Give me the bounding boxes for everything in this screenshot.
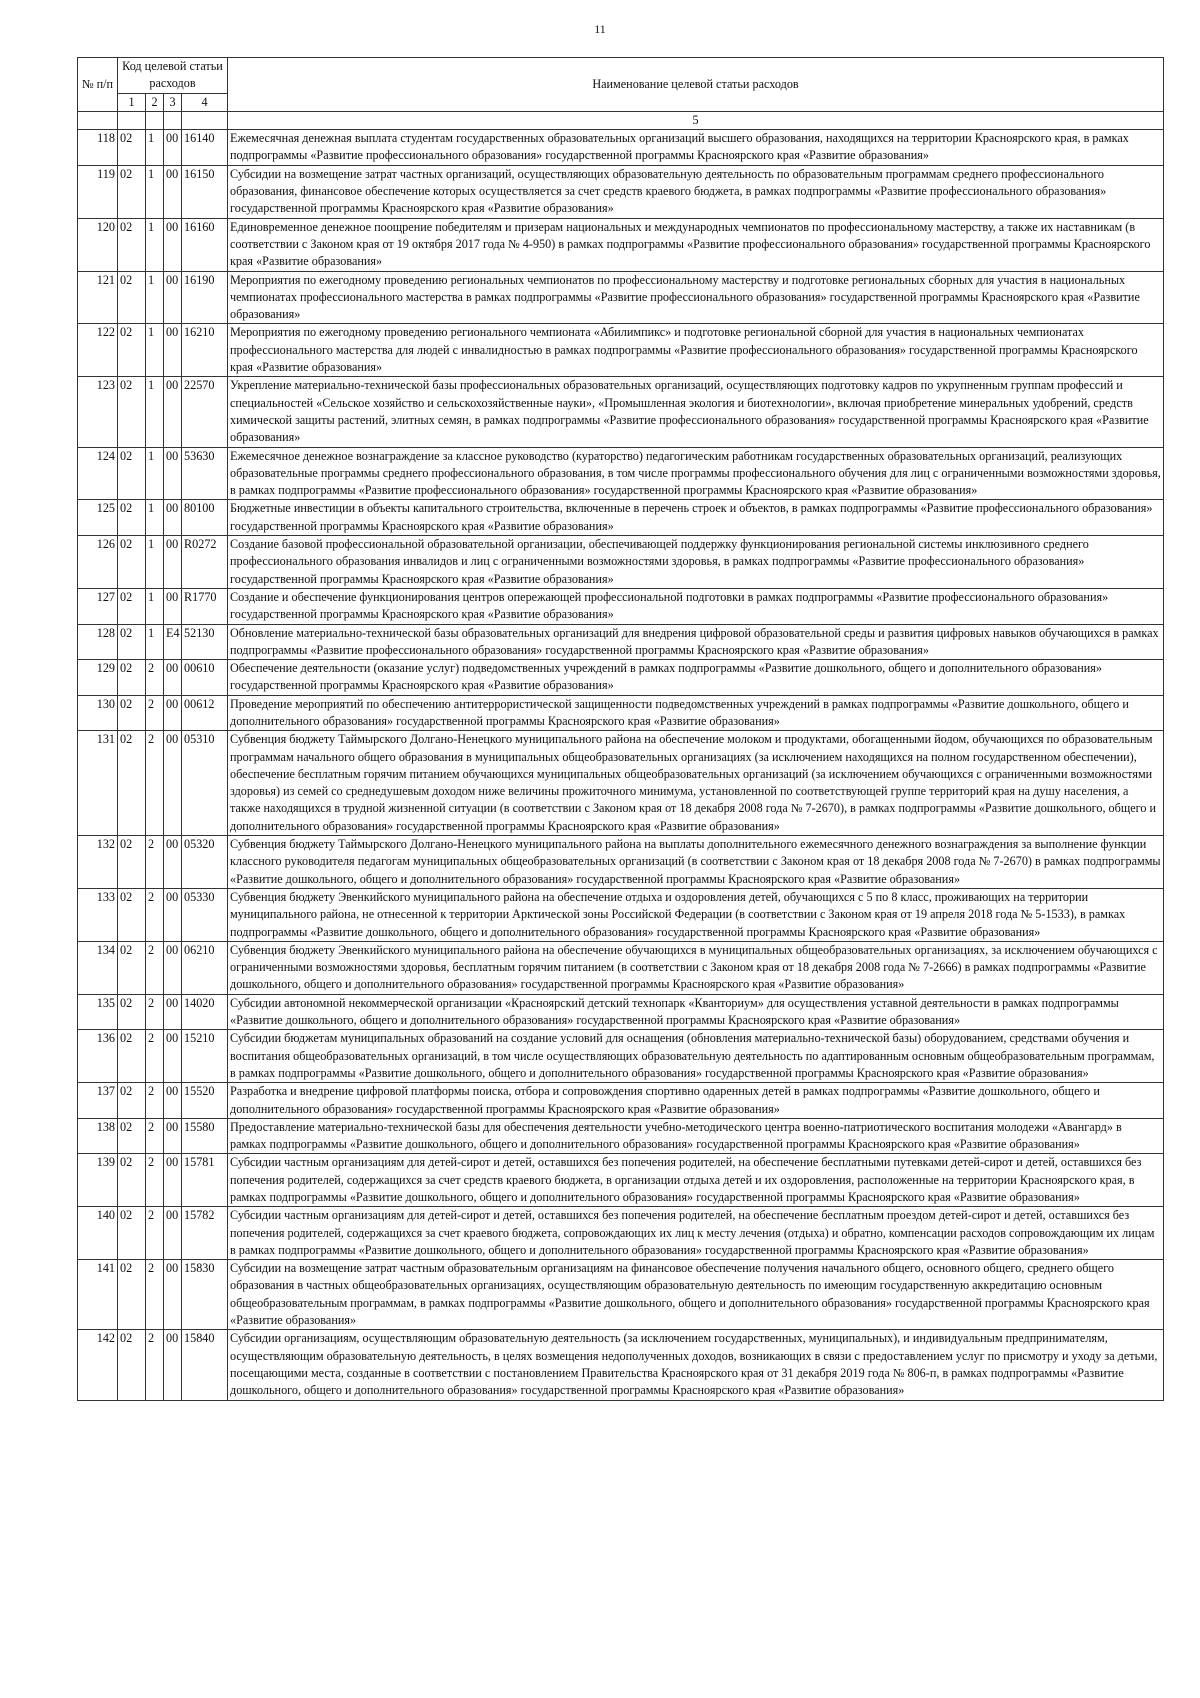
code-program: 02 bbox=[118, 1154, 146, 1207]
code-program: 02 bbox=[118, 271, 146, 324]
row-number: 129 bbox=[78, 660, 118, 696]
code-subprogram: 2 bbox=[146, 1207, 164, 1260]
row-name: Обновление материально-технической базы образовательных организаций для внедрения цифровой образовательной среды и развития цифровых навыков обучающихся в рамках подпрограммы «Развитие профессионального образования» государственной программы Красноярского края «Развитие образования» bbox=[228, 624, 1164, 660]
row-name: Субсидии организациям, осуществляющим образовательную деятельность (за исключением государственных, муниципальных), и индивидуальным предпринимателям, осуществляющим образовательную деятельность, в целях возмещения недополученных доходов, возникающих в связи с предоставлением услуг по присмотру и уходу за детьми, посещающими места, созданные в соответствии с постановлением Правительства Красноярского края от 31 декабря 2019 года № 806-п, в рамках подпрограммы «Развитие дошкольного, общего и дополнительного образования» государственной программы Красноярского края «Развитие образования» bbox=[228, 1330, 1164, 1400]
table-row bbox=[78, 731, 1164, 836]
table-row bbox=[78, 624, 1164, 660]
code-subprogram: 1 bbox=[146, 218, 164, 271]
budget-table bbox=[77, 57, 1164, 1401]
header-index-blank-4 bbox=[164, 111, 182, 129]
row-name: Субвенция бюджету Эвенкийского муниципального района на обеспечение отдыха и оздоровления детей, обучающихся с 5 по 8 класс, проживающих на территории муниципального района, не отнесенной к территории Арктической зоны Российской Федерации (в соответствии с Законом края от 19 апреля 2018 года № 5-1533), в рамках подпрограммы «Развитие дошкольного, общего и дополнительного образования» государственной программы Красноярского края «Развитие образования» bbox=[228, 888, 1164, 941]
code-program: 02 bbox=[118, 731, 146, 836]
code-subprogram: 1 bbox=[146, 271, 164, 324]
code-direction: 00 bbox=[164, 1030, 182, 1083]
code-item: 15520 bbox=[182, 1083, 228, 1119]
header-code: Код целевой статьи расходов bbox=[118, 58, 228, 94]
code-item: 05320 bbox=[182, 836, 228, 889]
code-direction: 00 bbox=[164, 218, 182, 271]
code-subprogram: 2 bbox=[146, 731, 164, 836]
row-name: Проведение мероприятий по обеспечению антитеррористической защищенности подведомственных учреждений в рамках подпрограммы «Развитие дошкольного, общего и дополнительного образования» государственной программы Красноярского края «Развитие образования» bbox=[228, 695, 1164, 731]
code-direction: 00 bbox=[164, 377, 182, 447]
header-index-1: 1 bbox=[118, 93, 146, 111]
code-program: 02 bbox=[118, 836, 146, 889]
row-number: 141 bbox=[78, 1260, 118, 1330]
code-item: 15781 bbox=[182, 1154, 228, 1207]
code-direction: 00 bbox=[164, 324, 182, 377]
table-row bbox=[78, 271, 1164, 324]
code-item: 15580 bbox=[182, 1118, 228, 1154]
code-direction: 00 bbox=[164, 660, 182, 696]
row-number: 142 bbox=[78, 1330, 118, 1400]
code-item: 22570 bbox=[182, 377, 228, 447]
code-item: R0272 bbox=[182, 536, 228, 589]
code-program: 02 bbox=[118, 1118, 146, 1154]
code-program: 02 bbox=[118, 994, 146, 1030]
table-row bbox=[78, 994, 1164, 1030]
code-direction: 00 bbox=[164, 165, 182, 218]
code-program: 02 bbox=[118, 888, 146, 941]
row-number: 128 bbox=[78, 624, 118, 660]
row-name: Субвенция бюджету Эвенкийского муниципального района на обеспечение обучающихся в муниципальных общеобразовательных организациях, за исключением обучающихся с ограниченными возможностями здоровья, бесплатным горячим питанием (в соответствии с Законом края от 18 декабря 2008 года № 7-2666) в рамках подпрограммы «Развитие дошкольного, общего и дополнительного образования» государственной программы Красноярского края «Развитие образования» bbox=[228, 941, 1164, 994]
row-number: 122 bbox=[78, 324, 118, 377]
table-row bbox=[78, 377, 1164, 447]
code-program: 02 bbox=[118, 1330, 146, 1400]
code-item: 16160 bbox=[182, 218, 228, 271]
table-row bbox=[78, 1330, 1164, 1400]
code-item: 15830 bbox=[182, 1260, 228, 1330]
header-row bbox=[78, 58, 1164, 94]
code-direction: 00 bbox=[164, 731, 182, 836]
code-subprogram: 2 bbox=[146, 1154, 164, 1207]
code-subprogram: 2 bbox=[146, 941, 164, 994]
code-program: 02 bbox=[118, 588, 146, 624]
row-number: 121 bbox=[78, 271, 118, 324]
row-number: 125 bbox=[78, 500, 118, 536]
code-item: 14020 bbox=[182, 994, 228, 1030]
row-number: 132 bbox=[78, 836, 118, 889]
code-direction: 00 bbox=[164, 500, 182, 536]
code-program: 02 bbox=[118, 377, 146, 447]
code-item: R1770 bbox=[182, 588, 228, 624]
code-subprogram: 2 bbox=[146, 1118, 164, 1154]
table-row bbox=[78, 588, 1164, 624]
header-num: № п/п bbox=[78, 58, 118, 112]
row-number: 133 bbox=[78, 888, 118, 941]
header-index-4: 4 bbox=[182, 93, 228, 111]
code-direction: 00 bbox=[164, 536, 182, 589]
code-item: 15840 bbox=[182, 1330, 228, 1400]
table-row bbox=[78, 500, 1164, 536]
table-row bbox=[78, 1030, 1164, 1083]
table-row bbox=[78, 324, 1164, 377]
code-direction: 00 bbox=[164, 1083, 182, 1119]
code-program: 02 bbox=[118, 660, 146, 696]
code-item: 16190 bbox=[182, 271, 228, 324]
code-subprogram: 2 bbox=[146, 1083, 164, 1119]
table-row bbox=[78, 836, 1164, 889]
code-subprogram: 2 bbox=[146, 1030, 164, 1083]
row-number: 137 bbox=[78, 1083, 118, 1119]
code-direction: 00 bbox=[164, 1330, 182, 1400]
page-number: 11 bbox=[594, 22, 606, 36]
header-index-blank-3 bbox=[146, 111, 164, 129]
row-name: Ежемесячное денежное вознаграждение за классное руководство (кураторство) педагогическим работникам государственных образовательных организаций, реализующих образовательные программы среднего профессионального образования, в том числе программы профессионального обучения для лиц с ограниченными возможностями здоровья, в рамках подпрограммы «Развитие профессионального образования» государственной программы Красноярского края «Развитие образования» bbox=[228, 447, 1164, 500]
code-item: 16140 bbox=[182, 130, 228, 166]
code-program: 02 bbox=[118, 218, 146, 271]
row-number: 126 bbox=[78, 536, 118, 589]
row-name: Обеспечение деятельности (оказание услуг) подведомственных учреждений в рамках подпрограммы «Развитие дошкольного, общего и дополнительного образования» государственной программы Красноярского края «Развитие образования» bbox=[228, 660, 1164, 696]
code-item: 00612 bbox=[182, 695, 228, 731]
code-subprogram: 2 bbox=[146, 695, 164, 731]
row-name: Единовременное денежное поощрение победителям и призерам национальных и международных чемпионатов по профессиональному мастерству, а также их наставникам (в соответствии с Законом края от 19 октября 2017 года № 4-950) в рамках подпрограммы «Развитие профессионального образования» государственной программы Красноярского края «Развитие образования» bbox=[228, 218, 1164, 271]
row-number: 127 bbox=[78, 588, 118, 624]
row-number: 134 bbox=[78, 941, 118, 994]
row-name: Субсидии на возмещение затрат частных организаций, осуществляющих образовательную деятельность по образовательным программам среднего профессионального образования, финансовое обеспечение которых осуществляется за счет средств краевого бюджета, в рамках подпрограммы «Развитие профессионального образования» государственной программы Красноярского края «Развитие образования» bbox=[228, 165, 1164, 218]
code-subprogram: 1 bbox=[146, 447, 164, 500]
code-direction: 00 bbox=[164, 836, 182, 889]
code-subprogram: 1 bbox=[146, 624, 164, 660]
row-name: Субсидии частным организациям для детей-сирот и детей, оставшихся без попечения родителей, на обеспечение бесплатным проездом детей-сирот и детей, оставшихся без попечения родителей, содержащихся за счет краевого бюджета, сопровождающих их лиц к месту лечения (отдыха) и обратно, компенсации расходов сопровождающим их лицам в рамках подпрограммы «Развитие дошкольного, общего и дополнительного образования» государственной программы Красноярского края «Развитие образования» bbox=[228, 1207, 1164, 1260]
code-program: 02 bbox=[118, 1207, 146, 1260]
header-index-blank-2 bbox=[118, 111, 146, 129]
row-name: Субвенция бюджету Таймырского Долгано-Ненецкого муниципального района на выплаты дополнительного ежемесячного денежного вознаграждения за выполнение функции классного руководителя педагогам муниципальных общеобразовательных организаций (в соответствии с Законом края от 18 декабря 2008 года № 7-2670) в рамках подпрограммы «Развитие дошкольного, общего и дополнительного образования» государственной программы Красноярского края «Развитие образования» bbox=[228, 836, 1164, 889]
row-number: 123 bbox=[78, 377, 118, 447]
table-row bbox=[78, 1207, 1164, 1260]
code-direction: 00 bbox=[164, 941, 182, 994]
table-row bbox=[78, 941, 1164, 994]
code-direction: 00 bbox=[164, 588, 182, 624]
code-item: 80100 bbox=[182, 500, 228, 536]
code-item: 06210 bbox=[182, 941, 228, 994]
code-subprogram: 2 bbox=[146, 1260, 164, 1330]
row-name: Субсидии автономной некоммерческой организации «Красноярский детский технопарк «Кванториум» для осуществления уставной деятельности в рамках подпрограммы «Развитие дошкольного, общего и дополнительного образования» государственной программы Красноярского края «Развитие образования» bbox=[228, 994, 1164, 1030]
code-item: 53630 bbox=[182, 447, 228, 500]
code-program: 02 bbox=[118, 447, 146, 500]
header-index-3: 3 bbox=[164, 93, 182, 111]
table-row bbox=[78, 1154, 1164, 1207]
code-subprogram: 2 bbox=[146, 888, 164, 941]
code-direction: 00 bbox=[164, 1118, 182, 1154]
code-program: 02 bbox=[118, 130, 146, 166]
code-subprogram: 2 bbox=[146, 994, 164, 1030]
code-item: 52130 bbox=[182, 624, 228, 660]
code-program: 02 bbox=[118, 324, 146, 377]
code-direction: 00 bbox=[164, 888, 182, 941]
code-subprogram: 2 bbox=[146, 660, 164, 696]
row-number: 118 bbox=[78, 130, 118, 166]
table-row bbox=[78, 660, 1164, 696]
code-item: 05310 bbox=[182, 731, 228, 836]
code-item: 16210 bbox=[182, 324, 228, 377]
code-direction: 00 bbox=[164, 130, 182, 166]
header-index-row-2 bbox=[78, 111, 1164, 129]
row-name: Мероприятия по ежегодному проведению регионального чемпионата «Абилимпикс» и подготовке региональной сборной для участия в национальных чемпионатах профессионального мастерства для людей с инвалидностью в рамках подпрограммы «Развитие профессионального образования» государственной программы Красноярского края «Развитие образования» bbox=[228, 324, 1164, 377]
code-subprogram: 1 bbox=[146, 165, 164, 218]
row-name: Субвенция бюджету Таймырского Долгано-Ненецкого муниципального района на обеспечение молоком и продуктами, обогащенными йодом, обучающихся по образовательным программам начального общего образования в муниципальных общеобразовательных организациях (за исключением находящихся на полном государственном обеспечении), обеспечение бесплатным горячим питанием обучающихся муниципальных общеобразовательных организаций (за исключением обучающихся с ограниченными возможностями здоровья) из семей со среднедушевым доходом ниже величины прожиточного минимума, установленной по соответствующей группе территорий края на душу населения, а также находящихся в трудной жизненной ситуации (в соответствии с Законом края от 18 декабря 2008 года № 7-2670), в рамках подпрограммы «Развитие дошкольного, общего и дополнительного образования» государственной программы Красноярского края «Развитие образования» bbox=[228, 731, 1164, 836]
table-row bbox=[78, 888, 1164, 941]
code-item: 00610 bbox=[182, 660, 228, 696]
table-row bbox=[78, 1260, 1164, 1330]
row-name: Предоставление материально-технической базы для обеспечения деятельности учебно-методического центра военно-патриотического воспитания молодежи «Авангард» в рамках подпрограммы «Развитие дошкольного, общего и дополнительного образования» государственной программы Красноярского края «Развитие образования» bbox=[228, 1118, 1164, 1154]
table-row bbox=[78, 536, 1164, 589]
code-subprogram: 2 bbox=[146, 1330, 164, 1400]
code-item: 16150 bbox=[182, 165, 228, 218]
row-name: Создание базовой профессиональной образовательной организации, обеспечивающей поддержку функционирования региональной системы инклюзивного среднего профессионального образования инвалидов и лиц с ограниченными возможностями здоровья, в рамках подпрограммы «Развитие профессионального образования» государственной программы Красноярского края «Развитие образования» bbox=[228, 536, 1164, 589]
row-name: Субсидии на возмещение затрат частным образовательным организациям на финансовое обеспечение получения начального общего, основного общего, среднего общего образования в частных общеобразовательных организациях, осуществляющим образовательную деятельность по имеющим государственную аккредитацию основным общеобразовательным программам, в рамках подпрограммы «Развитие дошкольного, общего и дополнительного образования» государственной программы Красноярского края «Развитие образования» bbox=[228, 1260, 1164, 1330]
code-program: 02 bbox=[118, 624, 146, 660]
code-subprogram: 1 bbox=[146, 324, 164, 377]
code-direction: 00 bbox=[164, 994, 182, 1030]
code-program: 02 bbox=[118, 1030, 146, 1083]
row-name: Субсидии бюджетам муниципальных образований на создание условий для оснащения (обновления материально-технической базы) оборудованием, средствами обучения и воспитания общеобразовательных организаций, в том числе осуществляющих образовательную деятельность по адаптированным основным общеобразовательным программам, в рамках подпрограммы «Развитие дошкольного, общего и дополнительного образования» государственной программы Красноярского края «Развитие образования» bbox=[228, 1030, 1164, 1083]
code-program: 02 bbox=[118, 536, 146, 589]
code-direction: 00 bbox=[164, 271, 182, 324]
code-direction: 00 bbox=[164, 1154, 182, 1207]
row-name: Бюджетные инвестиции в объекты капитального строительства, включенные в перечень строек и объектов, в рамках подпрограммы «Развитие профессионального образования» государственной программы Красноярского края «Развитие образования» bbox=[228, 500, 1164, 536]
table-row bbox=[78, 695, 1164, 731]
code-direction: 00 bbox=[164, 695, 182, 731]
row-name: Укрепление материально-технической базы профессиональных образовательных организаций, осуществляющих подготовку кадров по укрупненным группам профессий и специальностей «Сельское хозяйство и сельскохозяйственные науки», «Промышленная экология и биотехнологии», включая приобретение минеральных удобрений, средств химической защиты растений, элитных семян, в рамках подпрограммы «Развитие профессионального образования» государственной программы Красноярского края «Развитие образования» bbox=[228, 377, 1164, 447]
row-name: Мероприятия по ежегодному проведению региональных чемпионатов по профессиональному мастерству и подготовке региональных сборных для участия в национальных чемпионатах профессионального мастерства в рамках подпрограммы «Развитие профессионального образования» государственной программы Красноярского края «Развитие образования» bbox=[228, 271, 1164, 324]
table-body bbox=[78, 130, 1164, 1400]
row-name: Создание и обеспечение функционирования центров опережающей профессиональной подготовки в рамках подпрограммы «Развитие профессионального образования» государственной программы Красноярского края «Развитие образования» bbox=[228, 588, 1164, 624]
row-name: Разработка и внедрение цифровой платформы поиска, отбора и сопровождения спортивно одаренных детей в рамках подпрограммы «Развитие дошкольного, общего и дополнительного образования» государственной программы Красноярского края «Развитие образования» bbox=[228, 1083, 1164, 1119]
code-direction: E4 bbox=[164, 624, 182, 660]
code-subprogram: 1 bbox=[146, 536, 164, 589]
code-program: 02 bbox=[118, 1260, 146, 1330]
code-program: 02 bbox=[118, 165, 146, 218]
row-number: 139 bbox=[78, 1154, 118, 1207]
header-index-blank-5 bbox=[182, 111, 228, 129]
header-index-blank bbox=[78, 111, 118, 129]
header-name: Наименование целевой статьи расходов bbox=[228, 58, 1164, 112]
code-program: 02 bbox=[118, 500, 146, 536]
code-direction: 00 bbox=[164, 1260, 182, 1330]
table-row bbox=[78, 1118, 1164, 1154]
row-number: 124 bbox=[78, 447, 118, 500]
row-number: 135 bbox=[78, 994, 118, 1030]
code-direction: 00 bbox=[164, 447, 182, 500]
code-direction: 00 bbox=[164, 1207, 182, 1260]
code-item: 15210 bbox=[182, 1030, 228, 1083]
row-number: 130 bbox=[78, 695, 118, 731]
code-subprogram: 1 bbox=[146, 500, 164, 536]
table-row bbox=[78, 165, 1164, 218]
code-subprogram: 1 bbox=[146, 130, 164, 166]
row-number: 119 bbox=[78, 165, 118, 218]
code-item: 15782 bbox=[182, 1207, 228, 1260]
header-index-5: 5 bbox=[228, 111, 1164, 129]
code-subprogram: 1 bbox=[146, 588, 164, 624]
table-row bbox=[78, 130, 1164, 166]
row-number: 131 bbox=[78, 731, 118, 836]
code-subprogram: 1 bbox=[146, 377, 164, 447]
table-row bbox=[78, 447, 1164, 500]
row-name: Ежемесячная денежная выплата студентам государственных образовательных организаций высшего образования, находящихся на территории Красноярского края, в рамках подпрограммы «Развитие профессионального образования» государственной программы Красноярского края «Развитие образования» bbox=[228, 130, 1164, 166]
row-name: Субсидии частным организациям для детей-сирот и детей, оставшихся без попечения родителей, на обеспечение бесплатными путевками детей-сирот и детей, оставшихся без попечения родителей, содержащихся за счет средств краевого бюджета, в организации отдыха детей и их оздоровления, расположенные на территории Красноярского края, в рамках подпрограммы «Развитие дошкольного, общего и дополнительного образования» государственной программы Красноярского края «Развитие образования» bbox=[228, 1154, 1164, 1207]
code-program: 02 bbox=[118, 941, 146, 994]
code-program: 02 bbox=[118, 695, 146, 731]
code-subprogram: 2 bbox=[146, 836, 164, 889]
row-number: 140 bbox=[78, 1207, 118, 1260]
row-number: 138 bbox=[78, 1118, 118, 1154]
header-index-2: 2 bbox=[146, 93, 164, 111]
code-program: 02 bbox=[118, 1083, 146, 1119]
row-number: 120 bbox=[78, 218, 118, 271]
table-row bbox=[78, 218, 1164, 271]
table-row bbox=[78, 1083, 1164, 1119]
code-item: 05330 bbox=[182, 888, 228, 941]
row-number: 136 bbox=[78, 1030, 118, 1083]
